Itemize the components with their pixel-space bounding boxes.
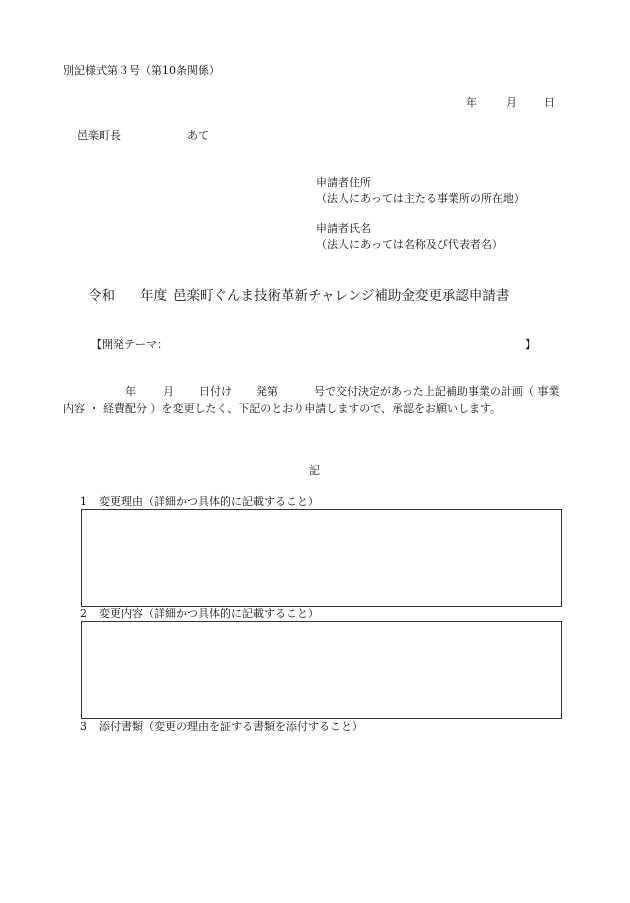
section-2-number: 2 [80, 607, 87, 620]
ki-heading: 記 [309, 464, 320, 477]
applicant-name-label: 申請者氏名 [316, 222, 371, 235]
body-month: 月 [163, 385, 174, 398]
title-era: 令和 [88, 288, 115, 304]
section-3-label: 添付書類（変更の理由を証する書類を添付すること） [99, 720, 363, 733]
theme-open: 【開発テーマ： [91, 338, 168, 351]
theme-close: 】 [525, 338, 536, 351]
section-2-label: 変更内容（詳細かつ具体的に記載すること） [99, 607, 319, 620]
date-year-label: 年 [466, 96, 477, 109]
date-line [466, 96, 555, 110]
date-month-label: 月 [506, 96, 517, 109]
form-number: 別記様式第３号（第10条関係） [63, 64, 220, 77]
honorific: あて [187, 129, 209, 142]
section-1-number: 1 [80, 495, 87, 508]
body-date-suffix: 日付け [199, 385, 232, 398]
section-3-heading [80, 720, 363, 734]
document-title [88, 288, 509, 304]
date-day-label: 日 [544, 96, 555, 109]
section-1-label: 変更理由（詳細かつ具体的に記載すること） [99, 495, 319, 508]
section-1-heading [80, 495, 319, 509]
change-reason-box[interactable] [81, 509, 562, 607]
section-2-heading [80, 607, 319, 621]
body-paragraph [63, 383, 566, 417]
title-fiscal-year: 年度 [140, 288, 167, 304]
section-3-number: 3 [80, 720, 87, 733]
body-year: 年 [125, 385, 136, 398]
applicant-address-label: 申請者住所 [316, 176, 371, 189]
body-issue-prefix: 発第 [256, 385, 278, 398]
title-main: 邑楽町ぐんま技術革新チャレンジ補助金変更承認申請書 [173, 288, 510, 304]
applicant-address-note: （法人にあっては主たる事業所の所在地） [316, 192, 525, 205]
town-mayor: 邑楽町長 [77, 129, 121, 142]
addressee [77, 129, 209, 143]
body-text: 号で交付決定があった上記補助事業の計画（ 事業内容 ・ 経費配分 ）を変更したく、下記のとおり申請しますので、承認をお願いします。 [63, 385, 560, 415]
applicant-name-note: （法人にあっては名称及び代表者名） [316, 238, 503, 251]
change-content-box[interactable] [81, 621, 562, 719]
